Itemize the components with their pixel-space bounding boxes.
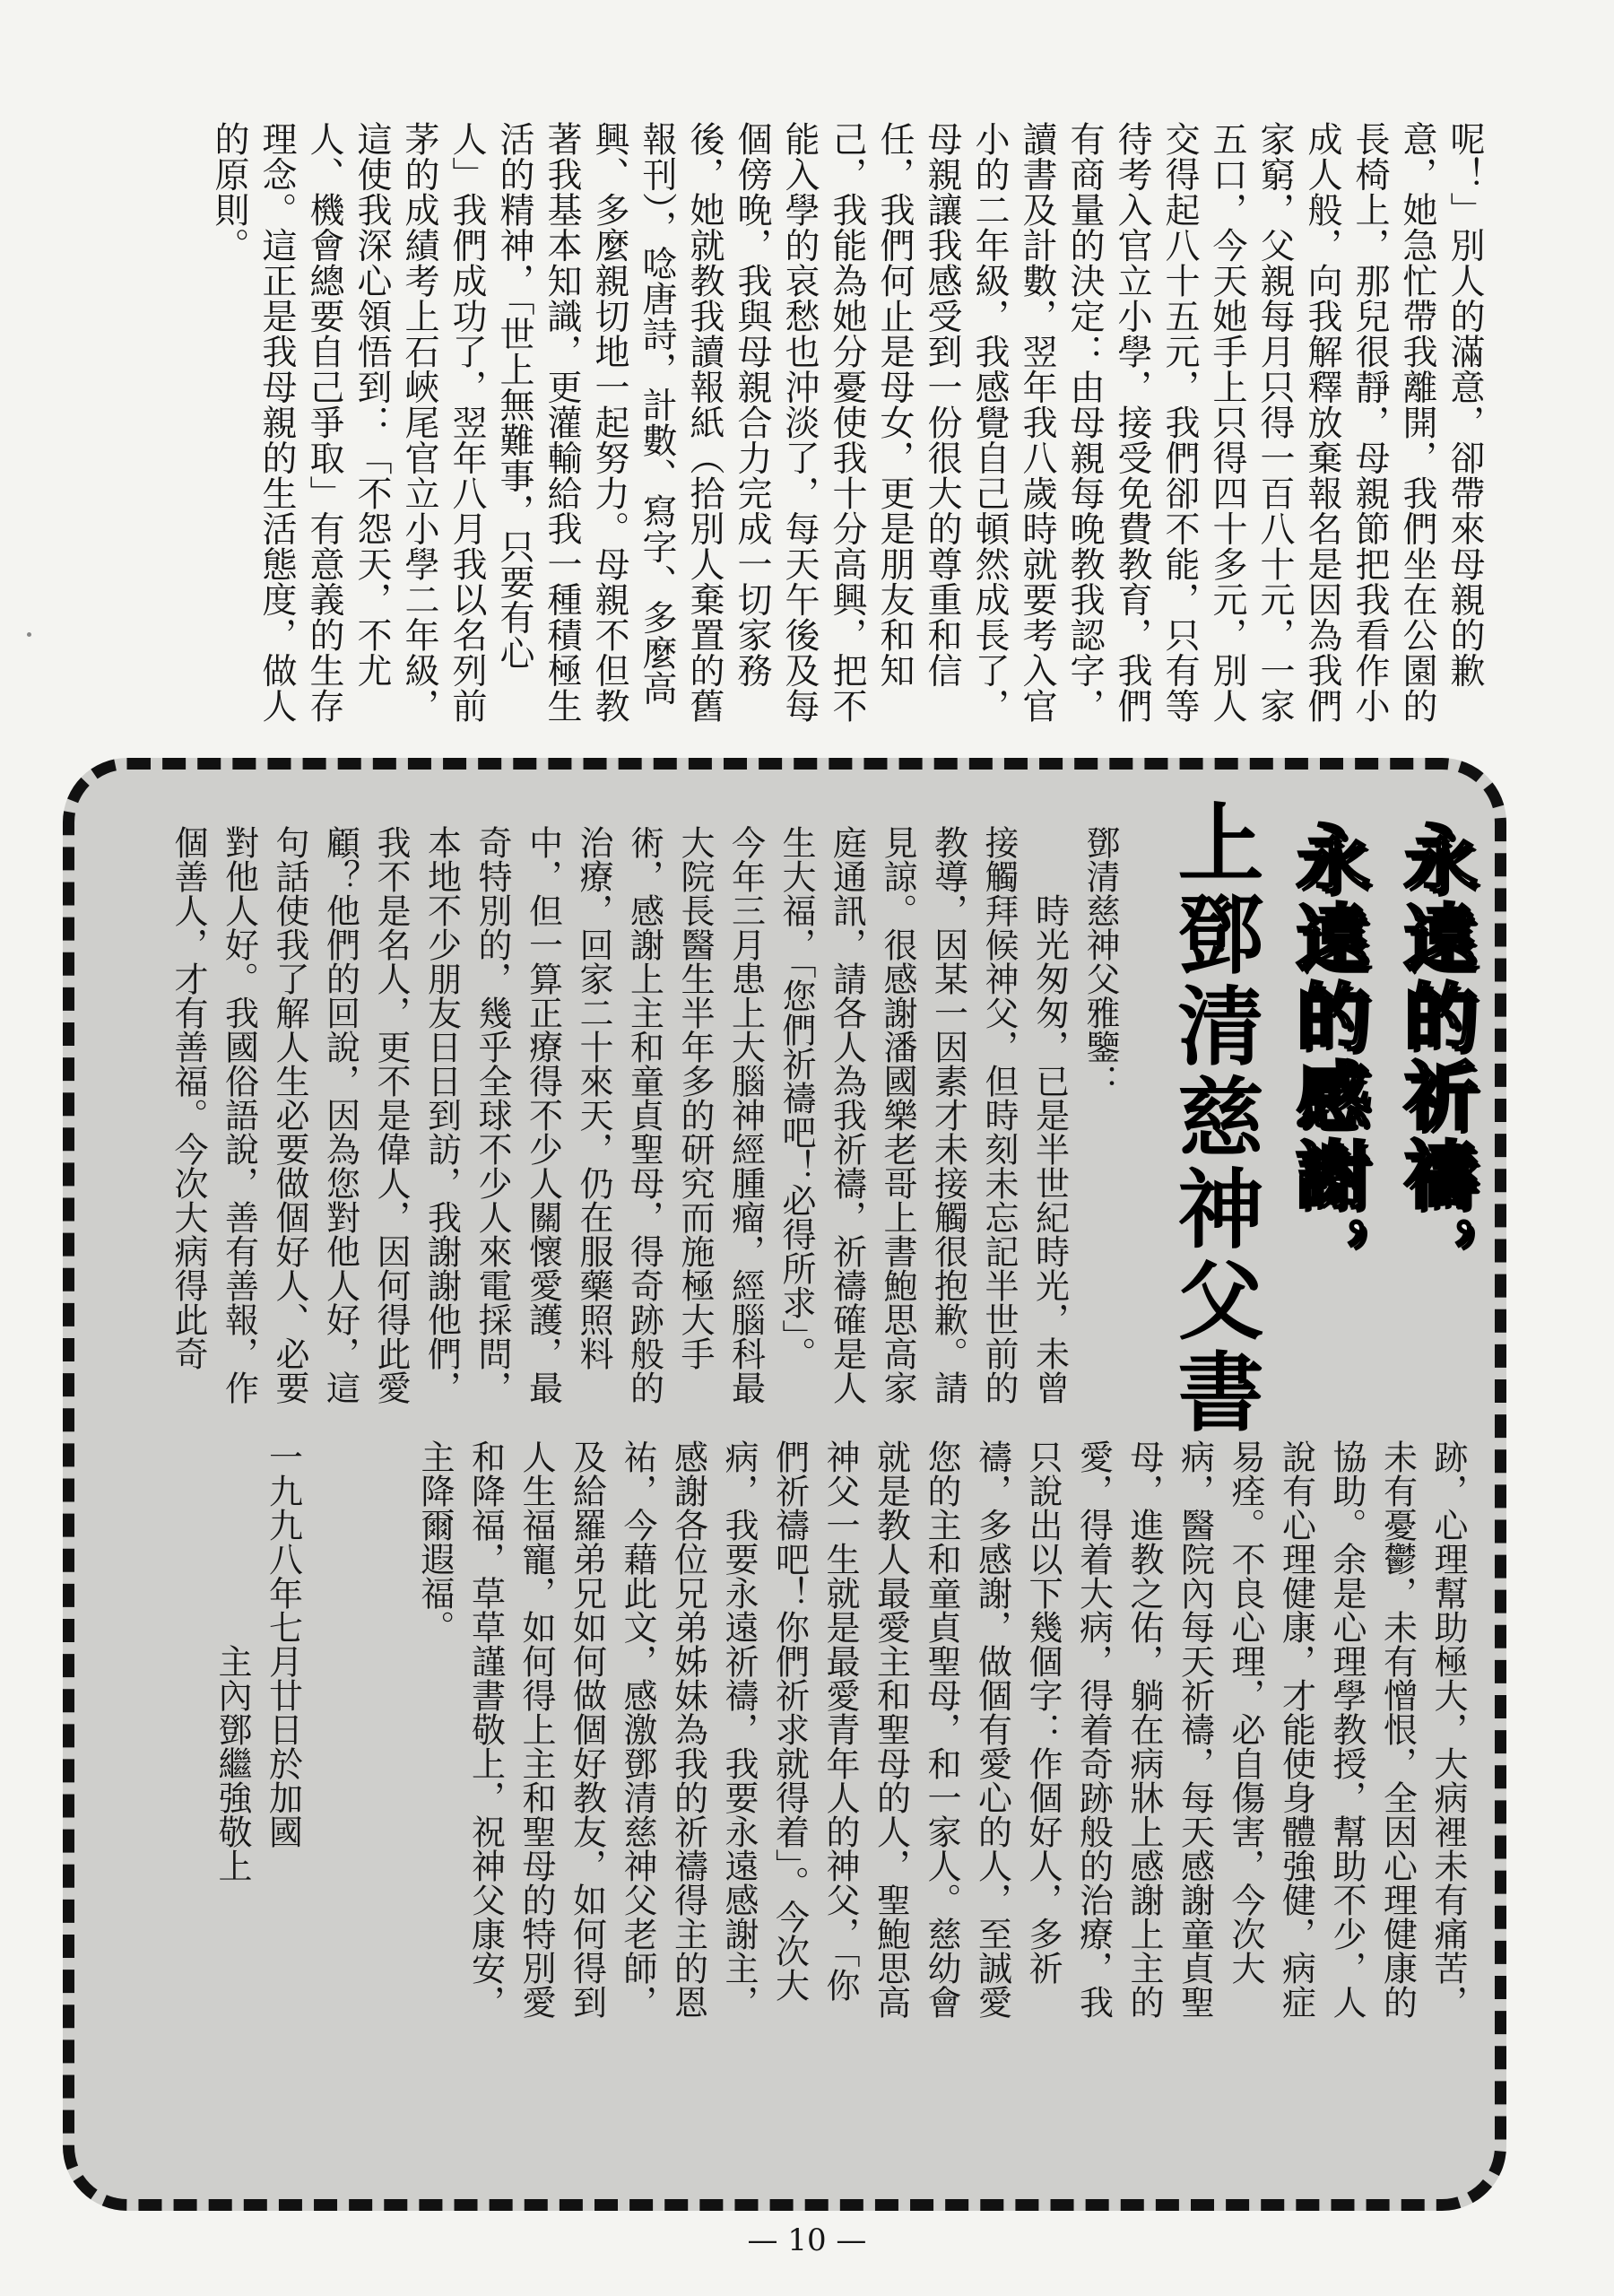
text-column: 呢！」別人的滿意，卻帶來母親的歉 bbox=[1445, 121, 1485, 688]
text-column: 愛，得着大病，得着奇跡般的治療，我 bbox=[1073, 1439, 1114, 2019]
letter-box-dashed-border bbox=[63, 758, 1506, 2211]
text-column: 跡，心理幫助極大，大病裡未有痛苦， bbox=[1428, 1439, 1468, 2019]
text-column: 和降福，草草謹書敬上，祝神父康安， bbox=[465, 1439, 506, 2019]
text-column: 人、機會總要自己爭取」有意義的生存 bbox=[304, 121, 344, 724]
text-column: 時光匆匆，已是半世紀時光，未曾 bbox=[1029, 825, 1070, 1405]
text-column: 有商量的決定：由母親每晚教我認字， bbox=[1064, 121, 1105, 724]
text-column: 的原則。 bbox=[209, 121, 249, 263]
text-column: 一九九八年七月廿日於加國 bbox=[263, 1439, 303, 1848]
text-column: 我不是名人，更不是偉人，因何得此愛 bbox=[371, 825, 411, 1405]
text-column: 讀書及計數，翌年我八歲時就要考入官 bbox=[1017, 121, 1057, 724]
text-column: 活的精神，「世上無難事，只要有心 bbox=[494, 121, 534, 671]
text-column: 接觸拜候神父，但時刻未忘記半世前的 bbox=[979, 825, 1019, 1405]
text-column: 您的主和童貞聖母，和一家人。慈幼會 bbox=[922, 1439, 961, 2019]
text-column: 只說出以下幾個字：作個好人，多祈 bbox=[1023, 1439, 1063, 1985]
text-column: 神父一生就是最愛青年人的神父，「你 bbox=[820, 1439, 860, 2002]
text-column: 就是教人最愛主和聖母的人，聖鮑思高 bbox=[871, 1439, 911, 2019]
text-column: 意，她急忙帶我離開，我們坐在公園的 bbox=[1397, 121, 1437, 724]
text-column: 顧？他們的回說，因為您對他人好，這 bbox=[320, 825, 360, 1405]
text-column: 理念。這正是我母親的生活態度，做人 bbox=[256, 121, 297, 724]
text-column: 庭通訊，請各人為我祈禱，祈禱確是人 bbox=[827, 825, 867, 1405]
text-column: 己，我能為她分憂使我十分高興，把不 bbox=[827, 121, 867, 724]
text-column: 能入學的哀愁也沖淡了，每天午後及每 bbox=[779, 121, 820, 724]
text-column: 生大福，「您們祈禱吧！必得所求」。 bbox=[777, 825, 816, 1370]
text-column: 教導，因某一因素才未接觸很抱歉。請 bbox=[928, 825, 968, 1405]
text-column: 主降爾遐福。 bbox=[415, 1439, 455, 1644]
text-column: 對他人好。我國俗語說，善有善報，作 bbox=[219, 825, 259, 1405]
text-column: 人生福寵，如何得上主和聖母的特別愛 bbox=[516, 1439, 556, 2019]
text-column: 鄧清慈神父雅鑒： bbox=[1080, 825, 1120, 1098]
text-column: 治療，回家二十來天，仍在服藥照料 bbox=[574, 825, 613, 1370]
text-column: 易痊。不良心理，必自傷害，今次大 bbox=[1226, 1439, 1265, 1985]
text-column: 祐，今藉此文，感激鄧清慈神父老師， bbox=[618, 1439, 657, 2019]
text-column: 未有憂鬱，未有憎恨，全因心理健康的 bbox=[1377, 1439, 1418, 2019]
text-column: 待考入官立小學，接受免費教育，我們 bbox=[1112, 121, 1152, 724]
text-column: 協助。余是心理學教授，幫助不少，人 bbox=[1327, 1439, 1367, 2019]
scan-speck bbox=[27, 632, 31, 637]
text-column: 報刊），唸唐詩，計數、寫字、多麼高 bbox=[637, 121, 677, 706]
text-column: 病，我要永遠祈禱，我要永遠感謝主， bbox=[719, 1439, 759, 2019]
text-column: 這使我深心領悟到：「不怨天，不尤 bbox=[351, 121, 392, 688]
text-column: 感謝各位兄弟姊妹為我的祈禱得主的恩 bbox=[668, 1439, 708, 2019]
text-column: 本地不少朋友日日到訪，我謝謝他們， bbox=[421, 825, 462, 1405]
text-column: 中，但一算正療得不少人關懷愛護，最 bbox=[523, 825, 563, 1405]
text-column: 小的二年級，我感覺自己頓然成長了， bbox=[969, 121, 1010, 724]
text-column: 興、多麼親切地一起努力。母親不但教 bbox=[589, 121, 629, 724]
text-column: 句話使我了解人生必要做個好人、必要 bbox=[270, 825, 309, 1405]
text-column: 大院長醫生半年多的研究而施極大手 bbox=[675, 825, 715, 1370]
text-column: 今年三月患上大腦神經腫瘤，經腦科最 bbox=[725, 825, 766, 1405]
letter-title-line-3: 上鄧清慈神父書 bbox=[1164, 798, 1264, 1439]
text-column: 家窮，父親每月只得一百八十元，一家 bbox=[1254, 121, 1295, 724]
text-column: 奇特別的，幾乎全球不少人來電採問， bbox=[473, 825, 512, 1405]
text-column: 及給羅弟兄如何做個好教友，如何得到 bbox=[567, 1439, 607, 2019]
text-column: 茅的成績考上石峽尾官立小學二年級， bbox=[399, 121, 439, 724]
letter-title-line-1: 永遠的祈禱， bbox=[1392, 821, 1477, 1294]
text-column: 見諒。很感謝潘國樂老哥上書鮑思高家 bbox=[878, 825, 917, 1405]
text-column: 人」我們成功了，翌年八月我以名列前 bbox=[447, 121, 487, 724]
text-column: 病，醫院內每天祈禱，每天感謝童貞聖 bbox=[1175, 1439, 1215, 2019]
text-column: 長椅上，那兒很靜，母親節把我看作小 bbox=[1349, 121, 1390, 724]
text-column: 五口，今天她手上只得四十多元，別人 bbox=[1207, 121, 1247, 724]
letter-title-line-2: 永遠的感謝， bbox=[1284, 821, 1369, 1294]
text-column: 說有心理健康，才能使身體強健，病症 bbox=[1276, 1439, 1316, 2019]
text-column: 任，我們何止是母女，更是朋友和知 bbox=[874, 121, 915, 688]
page-number: — 10 — bbox=[747, 2222, 867, 2258]
text-column: 後，她就教我讀報紙（拾別人棄置的舊 bbox=[684, 121, 725, 724]
text-column: 著我基本知識，更灌輸給我一種積極生 bbox=[542, 121, 582, 724]
text-column: 術，感謝上主和童貞聖母，得奇跡般的 bbox=[624, 825, 664, 1405]
text-column: 禱，多感謝，做個有愛心的人，至誠愛 bbox=[972, 1439, 1012, 2019]
text-column: 主內鄧繼強敬上 bbox=[213, 1439, 252, 1883]
text-column: 成人般，向我解釋放棄報名是因為我們 bbox=[1302, 121, 1342, 724]
text-column: 個善人，才有善福。今次大病得此奇 bbox=[169, 825, 208, 1370]
text-column: 交得起八十五元，我們卻不能，只有等 bbox=[1159, 121, 1200, 724]
text-column: 母，進教之佑，躺在病牀上感謝上主的 bbox=[1124, 1439, 1164, 2019]
text-column: 母親讓我感受到一份很大的尊重和信 bbox=[922, 121, 962, 688]
text-column: 們祈禱吧！你們祈求就得着」。今次大 bbox=[769, 1439, 810, 2002]
text-column: 個傍晚，我與母親合力完成一切家務 bbox=[732, 121, 772, 688]
